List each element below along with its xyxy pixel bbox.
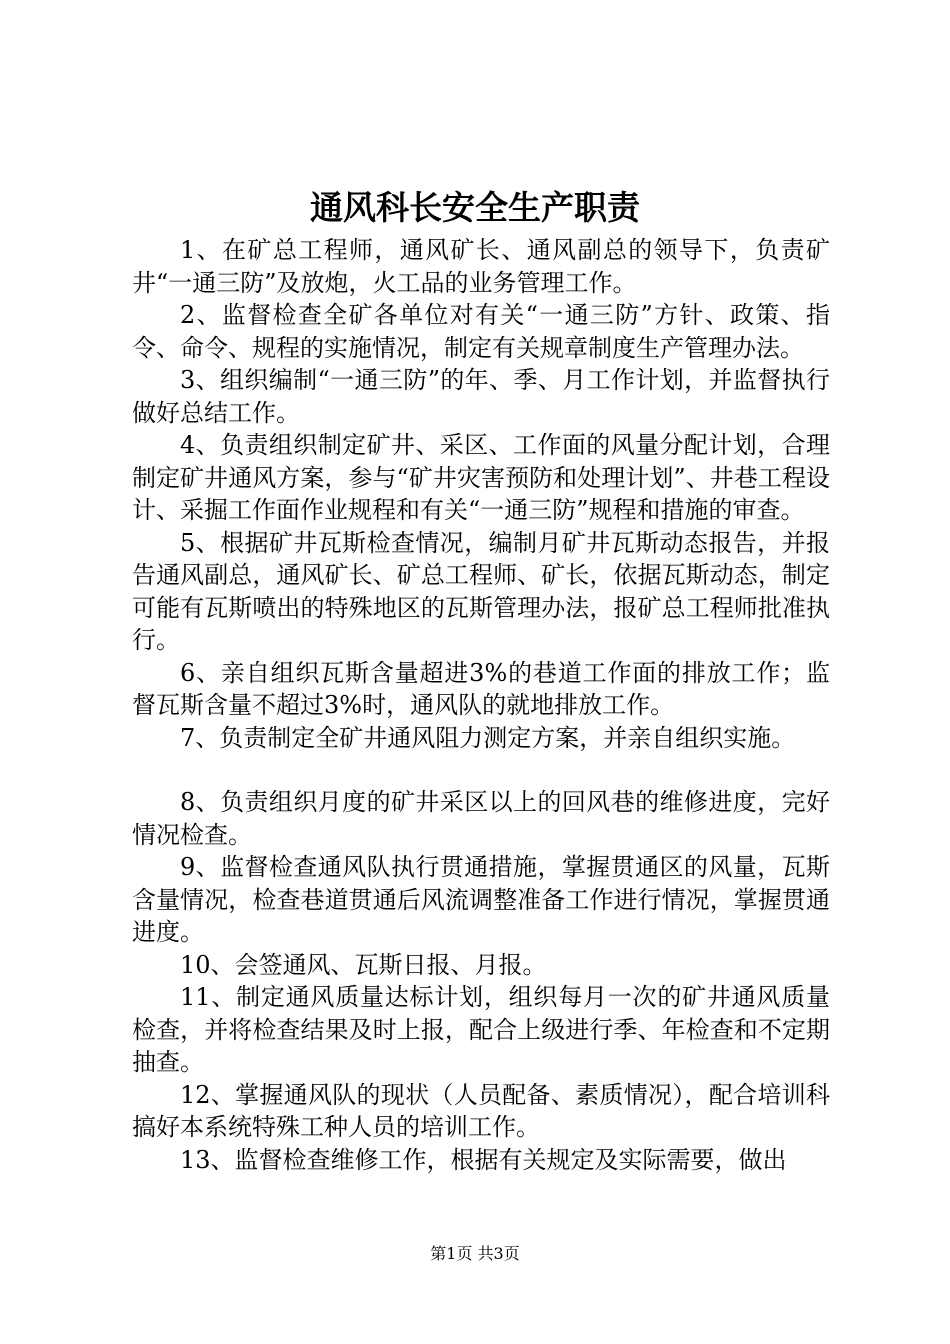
page-footer: 第1页 共3页 [430, 1244, 520, 1263]
paragraph-12: 12、掌握通风队的现状（人员配备、素质情况），配合培训科搞好本系统特殊工种人员的培训工作。 [132, 1080, 830, 1141]
paragraph-1: 1、在矿总工程师，通风矿长、通风副总的领导下，负责矿井“一通三防”及放炮，火工品的业务管理工作。 [132, 236, 830, 297]
paragraph-8: 8、负责组织月度的矿井采区以上的回风巷的维修进度，完好情况检查。 [132, 788, 830, 849]
document-body [132, 234, 830, 1176]
paragraph-3: 3、组织编制“一通三防”的年、季、月工作计划，并监督执行做好总结工作。 [132, 366, 830, 427]
paragraph-13: 13、监督检查维修工作，根据有关规定及实际需要，做出 [180, 1145, 787, 1174]
paragraph-9: 9、监督检查通风队执行贯通措施，掌握贯通区的风量，瓦斯含量情况，检查巷道贯通后风流调整准备工作进行情况，掌握贯通进度。 [132, 853, 830, 946]
paragraph-2: 2、监督检查全矿各单位对有关“一通三防”方针、政策、指令、命令、规程的实施情况，制定有关规章制度生产管理办法。 [132, 301, 830, 362]
document-title: 通风科长安全生产职责 [310, 188, 640, 227]
paragraph-7: 7、负责制定全矿井通风阻力测定方案，并亲自组织实施。 [180, 723, 796, 752]
paragraph-5: 5、根据矿井瓦斯检查情况，编制月矿井瓦斯动态报告，并报告通风副总，通风矿长、矿总工程师、矿长，依据瓦斯动态，制定可能有瓦斯喷出的特殊地区的瓦斯管理办法，报矿总工程师批准执行。 [132, 528, 830, 654]
paragraph-10: 10、会签通风、瓦斯日报、月报。 [180, 950, 547, 979]
paragraph-6: 6、亲自组织瓦斯含量超进3%的巷道工作面的排放工作；监督瓦斯含量不超过3%时，通风队的就地排放工作。 [132, 658, 830, 719]
paragraph-4: 4、负责组织制定矿井、采区、工作面的风量分配计划，合理制定矿井通风方案，参与“矿井灾害预防和处理计划”、井巷工程设计、采掘工作面作业规程和有关“一通三防”规程和措施的审查。 [132, 431, 830, 524]
paragraph-11: 11、制定通风质量达标计划，组织每月一次的矿井通风质量检查，并将检查结果及时上报，配合上级进行季、年检查和不定期抽查。 [132, 983, 830, 1076]
